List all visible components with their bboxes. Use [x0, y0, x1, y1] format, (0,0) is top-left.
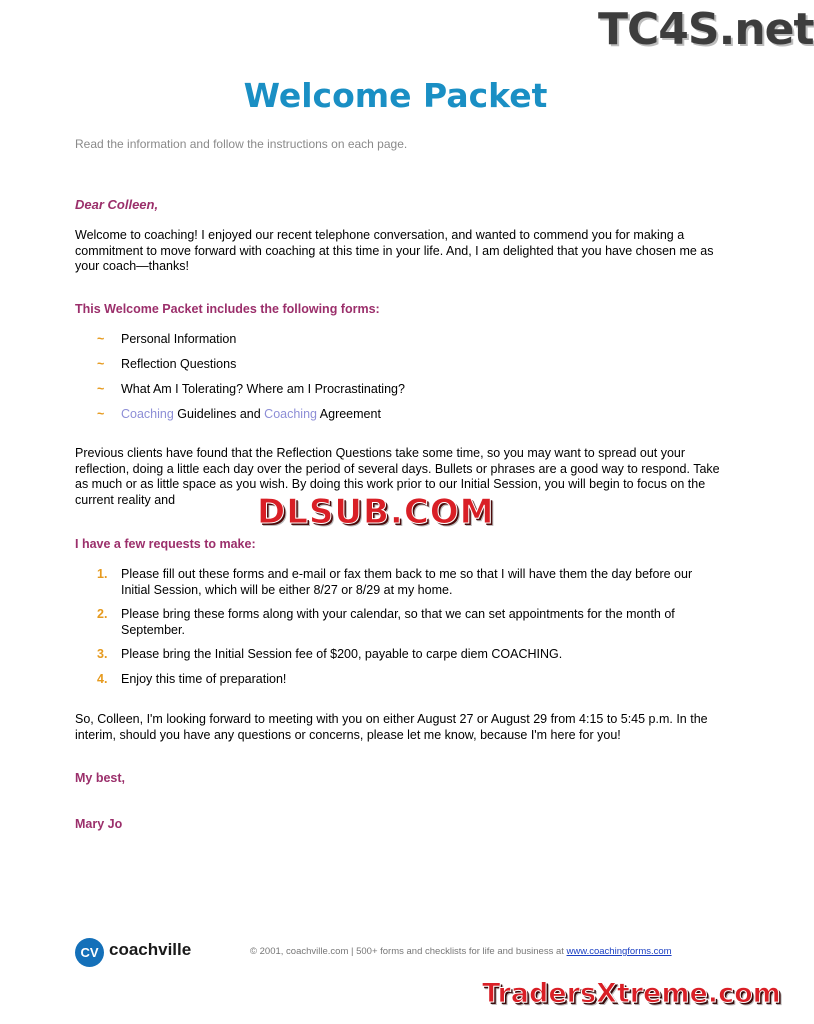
- request-number: 2.: [97, 607, 108, 621]
- logo-text: coachville: [109, 940, 192, 959]
- intro-paragraph: Welcome to coaching! I enjoyed our recent telephone conversation, and wanted to commend you for making a commitment to move forward with coaching at this time in your life. And, I am delighted that you have chosen me as your coach—thanks!: [75, 228, 714, 273]
- tradersxtreme-watermark: TradersXtreme.com: [482, 978, 781, 1009]
- request-item: [75, 607, 725, 638]
- footer-link[interactable]: www.coachingforms.com: [566, 946, 672, 957]
- tilde-bullet-icon: ~: [97, 357, 105, 371]
- signature: Mary Jo: [75, 817, 123, 831]
- list-item-label: [121, 407, 381, 421]
- page-title: Welcome Packet: [243, 76, 548, 115]
- list-item-label: Personal Information: [121, 332, 237, 346]
- request-item: [75, 567, 725, 598]
- coaching-word: Coaching: [121, 407, 174, 421]
- tc4s-watermark: TC4S.net: [598, 4, 814, 55]
- list-item-text: Guidelines and: [173, 407, 265, 421]
- tilde-bullet-icon: ~: [97, 382, 105, 396]
- greeting: Dear Colleen,: [75, 197, 159, 212]
- footer-text: © 2001, coachville.com | 500+ forms and checklists for life and business at: [250, 946, 567, 957]
- request-number: 1.: [97, 567, 108, 581]
- forms-heading: This Welcome Packet includes the following forms:: [75, 302, 380, 316]
- request-item: [75, 647, 725, 663]
- page-subtitle: Read the information and follow the instructions on each page.: [75, 137, 408, 151]
- request-text: Enjoy this time of preparation!: [121, 672, 287, 686]
- tilde-bullet-icon: ~: [97, 407, 105, 421]
- list-item-label: What Am I Tolerating? Where am I Procrastinating?: [121, 382, 405, 396]
- request-text: Please bring these forms along with your calendar, so that we can set appointments for the month of September.: [121, 607, 675, 637]
- request-number: 4.: [97, 672, 108, 686]
- tilde-bullet-icon: ~: [97, 332, 105, 346]
- list-item-text: Agreement: [317, 407, 381, 421]
- dlsub-watermark: DLSUB.COM: [257, 492, 495, 532]
- requests-heading: I have a few requests to make:: [75, 537, 256, 551]
- request-number: 3.: [97, 647, 108, 661]
- request-text: Please bring the Initial Session fee of $200, payable to carpe diem COACHING.: [121, 647, 563, 661]
- footer: [250, 946, 672, 957]
- reflection-paragraph: Previous clients have found that the Reflection Questions take some time, so you may want to spread out your reflection, doing a little each day over the period of several days. Bullets or phrases are a good way to respond. Take as much or as little space as you wish. By doing this work prior to our Initial Session, you will begin to focus on the current reality and: [75, 446, 720, 507]
- request-item: [75, 672, 725, 688]
- cv-logo-icon: CV: [75, 938, 104, 967]
- coaching-word: Coaching: [264, 407, 317, 421]
- signoff: My best,: [75, 771, 126, 785]
- list-item-label: Reflection Questions: [121, 357, 237, 371]
- request-text: Please fill out these forms and e-mail or fax them back to me so that I will have them the day before our Initial Session, which will be either 8/27 or 8/29 at my home.: [121, 567, 693, 597]
- closing-paragraph: So, Colleen, I'm looking forward to meeting with you on either August 27 or August 29 from 4:15 to 5:45 p.m. In the interim, should you have any questions or concerns, please let me know, because I'm here for you!: [75, 712, 708, 742]
